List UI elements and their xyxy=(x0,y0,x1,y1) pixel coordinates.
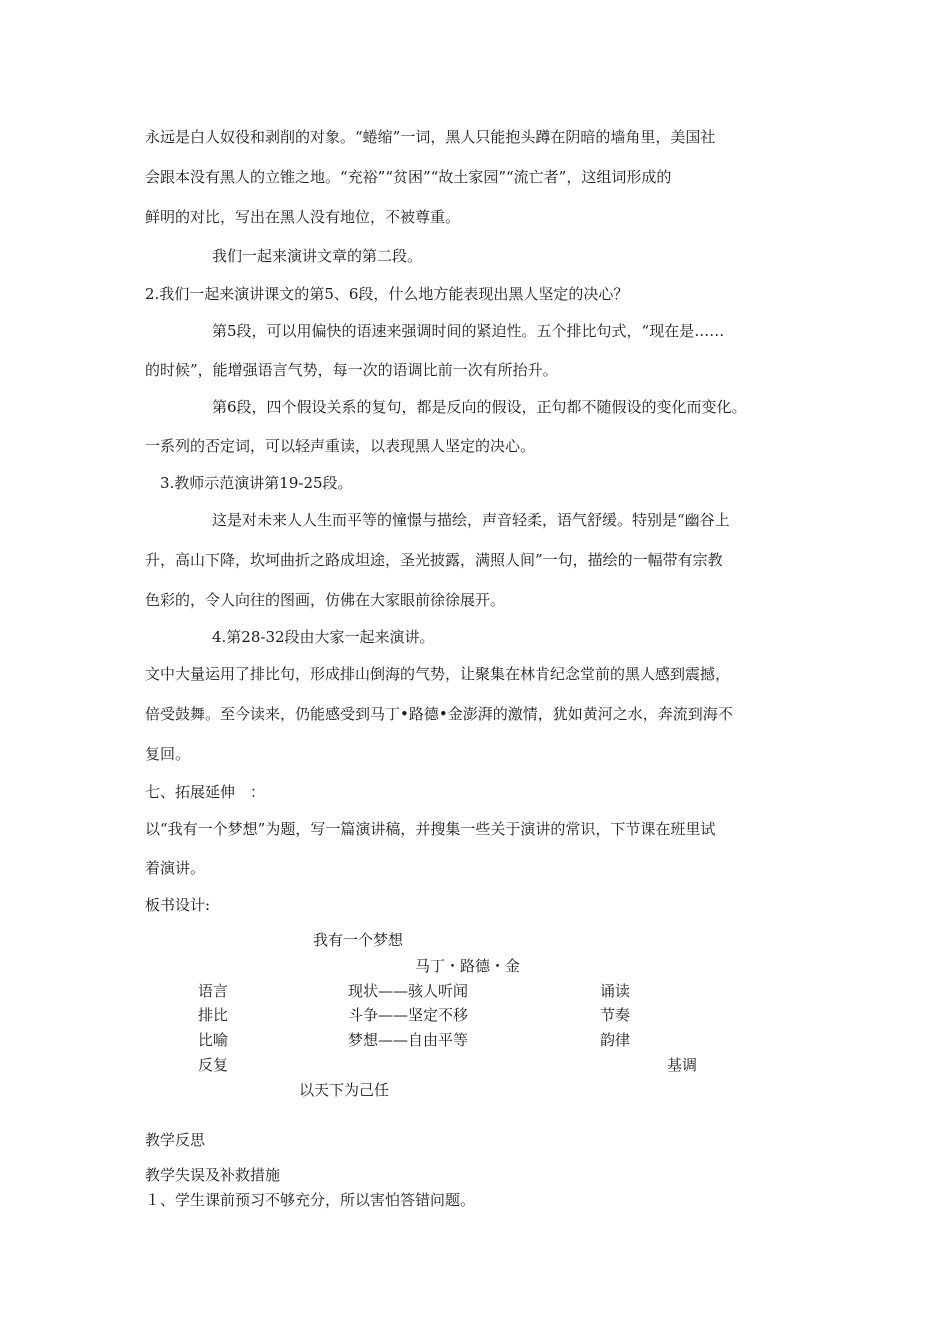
board-col1-item: 排比 xyxy=(198,1006,229,1024)
board-col3-item: 节奏 xyxy=(600,1006,631,1024)
board-author: 马丁・路德・金 xyxy=(415,957,521,975)
board-col2-item: 斗争——坚定不移 xyxy=(348,1006,469,1024)
paragraph-line: 鲜明的对比，写出在黑人没有地位，不被尊重。 xyxy=(145,208,461,226)
question-2: 2.我们一起来演讲课文的第5、6段，什么地方能表现出黑人坚定的决心？ xyxy=(145,285,629,303)
paragraph-line: 色彩的，令人向往的图画，仿佛在大家眼前徐徐展开。 xyxy=(145,591,506,609)
board-col1-item: 比喻 xyxy=(198,1031,229,1049)
paragraph-line: 文中大量运用了排比句，形成排山倒海的气势，让聚集在林肯纪念堂前的黑人感到震撼， xyxy=(145,665,731,683)
question-4: 4.第28-32段由大家一起来演讲。 xyxy=(212,628,435,646)
paragraph-line: 第6段，四个假设关系的复句，都是反向的假设，正句都不随假设的变化而变化。 xyxy=(212,398,747,416)
section-heading: 七、拓展延伸 ： xyxy=(145,783,266,801)
board-col2-item: 现状——骇人听闻 xyxy=(348,982,469,1000)
paragraph-line: 我们一起来演讲文章的第二段。 xyxy=(212,247,423,265)
board-design-heading: 板书设计: xyxy=(145,896,211,914)
paragraph-line: 永远是白人奴役和剥削的对象。“蜷缩”一词，黑人只能抱头蹲在阴暗的墙角里，美国社 xyxy=(145,128,716,146)
board-col1-item: 语言 xyxy=(198,982,229,1000)
paragraph-line: 以“我有一个梦想”为题，写一篇演讲稿，并搜集一些关于演讲的常识，下节课在班里试 xyxy=(145,820,716,838)
paragraph-line: 这是对未来人人生而平等的憧憬与描绘，声音轻柔，语气舒缓。特别是“幽谷上 xyxy=(212,511,730,529)
paragraph-line: 的时候”，能增强语言气势，每一次的语调比前一次有所抬升。 xyxy=(145,361,558,379)
paragraph-line: 倍受鼓舞。至今读来，仍能感受到马丁•路德•金澎湃的激情，犹如黄河之水，奔流到海不 xyxy=(145,705,733,723)
reflection-item: １、学生课前预习不够充分，所以害怕答错问题。 xyxy=(145,1191,476,1209)
reflection-subtitle: 教学失误及补救措施 xyxy=(145,1166,281,1184)
reflection-title: 教学反思 xyxy=(145,1131,206,1149)
paragraph-line: 第5段，可以用偏快的语速来强调时间的紧迫性。五个排比句式，“现在是…… xyxy=(212,322,725,340)
question-3: 3.教师示范演讲第19-25段。 xyxy=(160,474,353,492)
board-col3-item: 诵读 xyxy=(600,982,631,1000)
paragraph-line: 升，高山下降，坎坷曲折之路成坦途，圣光披露，满照人间”一句，描绘的一幅带有宗教 xyxy=(145,551,723,569)
board-bottom: 以天下为己任 xyxy=(299,1081,390,1099)
paragraph-line: 着演讲。 xyxy=(145,859,206,877)
paragraph-line: 一系列的否定词，可以轻声重读，以表现黑人坚定的决心。 xyxy=(145,437,536,455)
board-title: 我有一个梦想 xyxy=(313,931,404,949)
paragraph-line: 会跟本没有黑人的立锥之地。“充裕”“贫困”“故土家园”“流亡者”，这组词形成的 xyxy=(145,168,672,186)
paragraph-line: 复回。 xyxy=(145,745,191,763)
board-base: 基调 xyxy=(667,1056,698,1074)
board-col3-item: 韵律 xyxy=(600,1031,631,1049)
board-col1-item: 反复 xyxy=(198,1056,229,1074)
board-col2-item: 梦想——自由平等 xyxy=(348,1031,469,1049)
